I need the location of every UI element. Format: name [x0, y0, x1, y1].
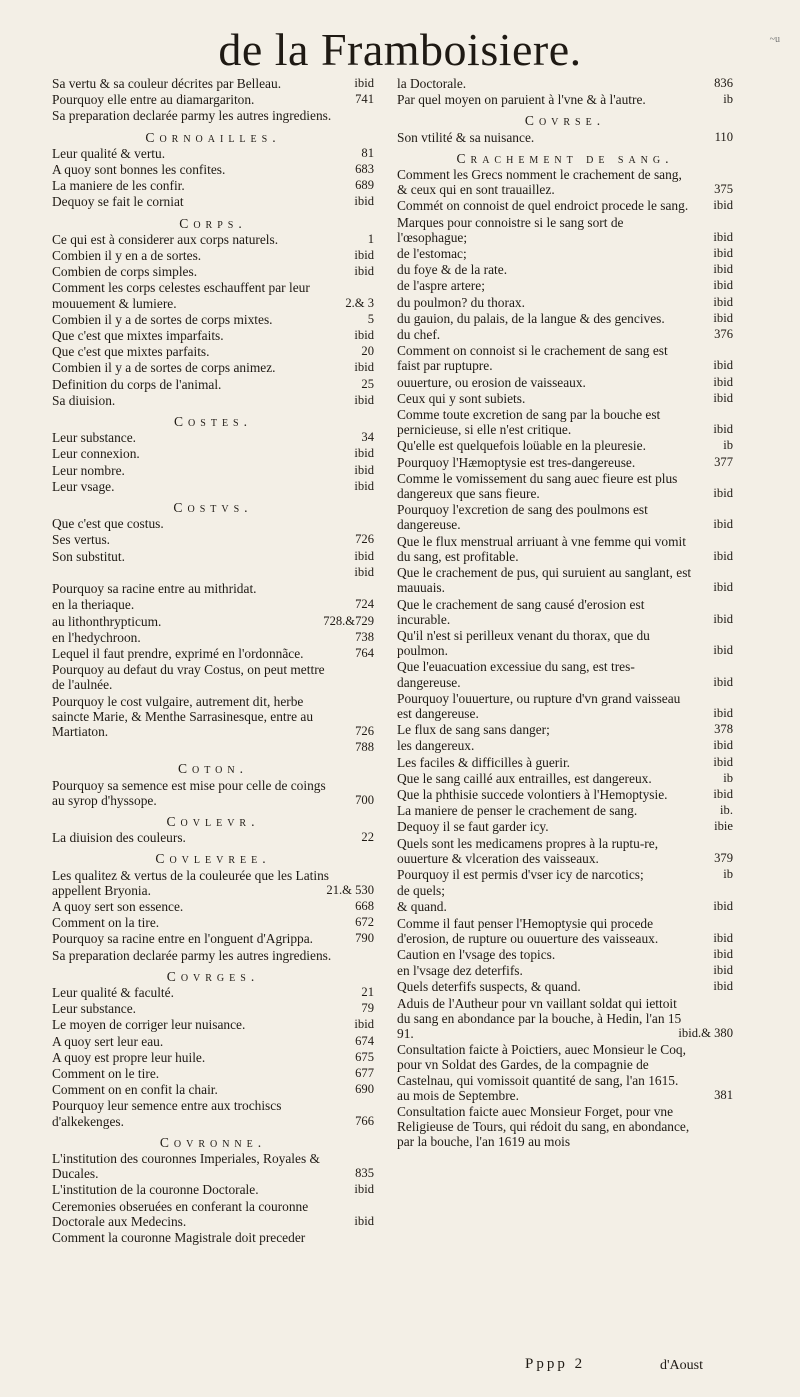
- entry-page-ref: ibid: [713, 899, 733, 914]
- entry-text: & quand.: [397, 899, 447, 915]
- entry-text: Sa diuision.: [52, 392, 116, 408]
- entry-text: Caution en l'vsage des topics.: [397, 946, 556, 962]
- index-entry: [397, 819, 733, 834]
- entry-text: A quoy est propre leur huile.: [52, 1049, 206, 1065]
- index-entry: [52, 740, 374, 755]
- entry-page-ref: 835: [355, 1166, 374, 1181]
- entry-text: Comment les corps celestes eschauffent par leur mouuement & lumiere.: [52, 280, 310, 311]
- entry-page-ref: ibid: [713, 754, 733, 769]
- entry-text: Pourquoy sa racine entre au mithridat.: [52, 581, 257, 597]
- entry-text: [52, 565, 334, 580]
- entry-page-ref: ibie: [714, 819, 733, 834]
- entry-page-ref: 836: [714, 76, 733, 90]
- index-entry: [52, 778, 374, 808]
- entry-text: du chef.: [397, 327, 441, 343]
- entry-text: Comme toute excretion de sang par la bouche est pernicieuse, si elle n'est critique.: [397, 407, 661, 438]
- entry-page-ref: 668: [355, 898, 374, 913]
- entry-text: de quels;: [397, 883, 445, 899]
- entry-text: Consultation faicte auec Monsieur Forget, pour vne Religieuse de Tours, qui rédoit du sang, en abondance, par la bouche, l'an 1619 au mois: [397, 1104, 690, 1150]
- entry-text: Que c'est que mixtes parfaits.: [52, 344, 210, 360]
- entry-page-ref: ibid: [354, 462, 374, 477]
- index-entry: [52, 915, 374, 930]
- entry-page-ref: ibid: [354, 1017, 374, 1032]
- entry-text: Comment la couronne Magistrale doit preceder: [52, 1230, 306, 1246]
- entry-page-ref: 674: [355, 1033, 374, 1048]
- index-entry: [52, 1151, 374, 1181]
- index-heading: Costes.: [173, 414, 253, 430]
- entry-page-ref: ib: [723, 866, 733, 881]
- entry-page-ref: ibid: [354, 1182, 374, 1197]
- entry-text: du gauion, du palais, de la langue & des gencives.: [397, 310, 665, 326]
- index-entry: [397, 867, 733, 882]
- index-entry: [397, 130, 733, 145]
- index-entry: [52, 1034, 374, 1049]
- index-entry: [397, 278, 733, 293]
- entry-text: Ce qui est à considerer aux corps naturels.: [52, 231, 279, 247]
- index-entry: [397, 963, 733, 978]
- entry-text: [52, 740, 334, 755]
- signature-mark: Pppp 2: [525, 1356, 586, 1372]
- entry-page-ref: 20: [361, 344, 374, 359]
- index-entry: [52, 1066, 374, 1081]
- entry-page-ref: 110: [714, 129, 733, 144]
- catchword: d'Aoust: [660, 1358, 703, 1373]
- entry-page-ref: ibid: [354, 446, 374, 461]
- entry-page-ref: 377: [714, 454, 733, 469]
- entry-text: Ceremonies obseruées en conferant la couronne Doctorale aux Medecins.: [52, 1198, 309, 1229]
- index-entry: [397, 502, 733, 532]
- index-entry: [52, 1001, 374, 1016]
- index-entry: [397, 659, 733, 689]
- entry-page-ref: ibid: [354, 478, 374, 493]
- entry-page-ref: ibid: [354, 194, 374, 209]
- entry-page-ref: ibid: [713, 674, 733, 689]
- entry-page-ref: 21: [361, 984, 374, 999]
- index-entry: [52, 146, 374, 161]
- entry-text: Commét on connoist de quel endroict procede le sang.: [397, 198, 689, 214]
- entry-page-ref: ibid: [354, 1213, 374, 1228]
- entry-text: Qu'elle est quelquefois loüable en la pleuresie.: [397, 438, 646, 454]
- index-entry: [397, 916, 733, 946]
- index-entry: [52, 328, 374, 343]
- entry-text: A quoy sont bonnes les confites.: [52, 162, 226, 178]
- index-entry: [52, 463, 374, 478]
- entry-text: Que le crachement de sang causé d'erosion est incurable.: [397, 596, 645, 627]
- index-entry: [397, 327, 733, 342]
- entry-text: Dequoy se fait le corniat: [52, 194, 184, 210]
- entry-text: Combien il y a de sortes de corps mixtes.: [52, 311, 273, 327]
- entry-text: Leur qualité & vertu.: [52, 145, 166, 161]
- index-entry: [397, 167, 733, 197]
- entry-text: Marques pour connoistre si le sang sort de l'œsophague;: [397, 214, 624, 245]
- index-entry: [397, 628, 733, 658]
- entry-page-ref: 766: [355, 1113, 374, 1128]
- entry-page-ref: ibid: [354, 248, 374, 263]
- entry-text: Lequel il faut prendre, exprimé en l'ordonnãce.: [52, 645, 304, 661]
- index-entry: [397, 375, 733, 390]
- entry-page-ref: ibid: [713, 738, 733, 753]
- index-entry: [397, 803, 733, 818]
- entry-page-ref: ibid: [713, 198, 733, 213]
- index-entry: [52, 532, 374, 547]
- entry-page-ref: ibid: [713, 930, 733, 945]
- entry-text: Que le flux menstrual arriuant à vne femme qui vomit du sang, est profitable.: [397, 533, 686, 564]
- entry-text: Quels deterfifs suspects, & quand.: [397, 979, 581, 995]
- entry-text: Le flux de sang sans danger;: [397, 722, 550, 738]
- index-entry: [397, 215, 733, 245]
- entry-page-ref: 1: [367, 231, 374, 246]
- entry-page-ref: 764: [355, 645, 374, 660]
- entry-text: Que l'euacuation excessiue du sang, est tres-dangereuse.: [397, 659, 635, 690]
- index-entry: [52, 630, 374, 645]
- entry-text: Que c'est que mixtes imparfaits.: [52, 328, 224, 344]
- entry-text: A quoy sert leur eau.: [52, 1033, 164, 1049]
- entry-page-ref: ibid: [354, 548, 374, 563]
- entry-page-ref: 375: [714, 182, 733, 197]
- entry-text: Leur qualité & faculté.: [52, 984, 174, 1000]
- entry-text: Son vtilité & sa nuisance.: [397, 129, 535, 145]
- index-entry: [397, 883, 733, 898]
- entry-page-ref: 379: [714, 850, 733, 865]
- entry-text: Leur vsage.: [52, 478, 115, 494]
- entry-page-ref: ibid: [354, 264, 374, 279]
- entry-page-ref: 700: [355, 792, 374, 807]
- entry-text: Pourquoy l'excretion de sang des poulmons est dangereuse.: [397, 502, 648, 533]
- entry-text: Aduis de l'Autheur pour vn vaillant soldat qui iettoit du sang en abondance par la bouche, à Hedin, l'an 15 91.: [397, 995, 682, 1041]
- entry-page-ref: ib: [723, 92, 733, 107]
- entry-text: Dequoy il se faut garder icy.: [397, 819, 549, 835]
- entry-text: Pourquoy l'Hæmoptysie est tres-dangereuse.: [397, 454, 636, 470]
- index-entry: [52, 280, 374, 310]
- entry-page-ref: 724: [355, 597, 374, 612]
- index-entry: [52, 1098, 374, 1128]
- entry-page-ref: ibid: [354, 76, 374, 90]
- entry-page-ref: 726: [355, 532, 374, 547]
- index-entry: [52, 1082, 374, 1097]
- entry-page-ref: 376: [714, 327, 733, 342]
- index-entry: [397, 198, 733, 213]
- entry-text: La diuision des couleurs.: [52, 830, 186, 846]
- entry-page-ref: ibid: [713, 548, 733, 563]
- index-entry: [52, 830, 374, 845]
- entry-text: Comment on en confit la chair.: [52, 1082, 218, 1098]
- index-entry: [52, 646, 374, 661]
- entry-page-ref: ibid: [713, 946, 733, 961]
- entry-page-ref: ibid: [713, 517, 733, 532]
- index-entry: [52, 479, 374, 494]
- entry-text: en la theriaque.: [52, 597, 135, 613]
- entry-text: L'institution de la couronne Doctorale.: [52, 1182, 259, 1198]
- entry-text: Les faciles & difficilles à guerir.: [397, 754, 571, 770]
- index-entry: [397, 438, 733, 453]
- index-entry: [52, 1182, 374, 1197]
- entry-page-ref: ibid: [713, 486, 733, 501]
- index-entry: [397, 1104, 733, 1150]
- entry-page-ref: ibid: [713, 390, 733, 405]
- entry-page-ref: 738: [355, 629, 374, 644]
- entry-page-ref: ibid: [713, 262, 733, 277]
- entry-text: Pourquoy le cost vulgaire, autrement dit, herbe saincte Marie, & Menthe Sarrasinesque, entre au Martiaton.: [52, 693, 314, 739]
- entry-text: Combien il y a de sortes de corps animez.: [52, 360, 276, 376]
- entry-page-ref: ibid: [713, 358, 733, 373]
- index-heading: Corps.: [179, 215, 247, 231]
- entry-page-ref: 25: [361, 376, 374, 391]
- entry-text: Ses vertus.: [52, 532, 111, 548]
- left-index-column: [52, 76, 374, 1246]
- entry-text: Comme le vomissement du sang auec fieure est plus dangereux que sans fieure.: [397, 470, 678, 502]
- entry-page-ref: ibid: [713, 278, 733, 293]
- entry-page-ref: ibid: [713, 705, 733, 720]
- entry-text: Consultation faicte à Poictiers, auec Monsieur le Coq, pour vn Soldat des Gardes, de la compagnie de Castelnau, qui vomissoit quantité de sang, l'an 1615. au mois de Septembre.: [397, 1042, 686, 1103]
- index-heading: Covrse.: [524, 113, 606, 129]
- entry-page-ref: 790: [355, 931, 374, 946]
- index-entry: [52, 264, 374, 279]
- entry-page-ref: 683: [355, 162, 374, 177]
- entry-text: du poulmon? du thorax.: [397, 294, 525, 310]
- entry-text: A quoy sert son essence.: [52, 898, 184, 914]
- entry-page-ref: ibid: [713, 229, 733, 244]
- index-entry: [397, 771, 733, 786]
- index-entry: [52, 565, 374, 580]
- entry-text: Pourquoy sa semence est mise pour celle de coings au syrop d'hyssope.: [52, 777, 326, 808]
- entry-page-ref: 675: [355, 1049, 374, 1064]
- entry-page-ref: ib: [723, 770, 733, 785]
- index-entry: [52, 92, 374, 107]
- entry-text: Pourquoy sa racine entre en l'onguent d'Agrippa.: [52, 931, 314, 947]
- entry-page-ref: 34: [361, 430, 374, 445]
- index-entry: [397, 311, 733, 326]
- index-entry: [52, 516, 374, 531]
- index-entry: [397, 471, 733, 501]
- entry-text: Pourquoy elle entre au diamargariton.: [52, 92, 255, 108]
- index-entry: [397, 691, 733, 721]
- index-entry: [397, 755, 733, 770]
- index-entry: [397, 295, 733, 310]
- index-entry: [52, 1050, 374, 1065]
- entry-page-ref: 22: [361, 830, 374, 845]
- entry-page-ref: ibid: [713, 786, 733, 801]
- entry-page-ref: 689: [355, 178, 374, 193]
- entry-text: Comment on la tire.: [52, 915, 160, 931]
- entry-text: Comme il faut penser l'Hemoptysie qui procede d'erosion, de rupture ou ouuerture des vaisseaux.: [397, 915, 659, 946]
- entry-text: Leur substance.: [52, 1001, 137, 1017]
- index-entry: [397, 738, 733, 753]
- entry-text: Que le sang caillé aux entrailles, est dangereux.: [397, 770, 652, 786]
- index-entry: [52, 948, 374, 963]
- index-entry: [397, 947, 733, 962]
- index-entry: [52, 662, 374, 692]
- index-entry: [52, 581, 374, 596]
- entry-text: L'institution des couronnes Imperiales, Royales & Ducales.: [52, 1151, 320, 1182]
- index-entry: [397, 565, 733, 595]
- index-entry: [52, 1017, 374, 1032]
- entry-text: Definition du corps de l'animal.: [52, 376, 222, 392]
- index-entry: [397, 722, 733, 737]
- entry-text: Sa preparation declarée parmy les autres ingrediens.: [52, 947, 332, 963]
- entry-page-ref: 5: [367, 311, 374, 326]
- entry-page-ref: ibid: [354, 360, 374, 375]
- entry-text: de l'estomac;: [397, 246, 467, 262]
- index-entry: [52, 985, 374, 1000]
- index-entry: [397, 1042, 733, 1103]
- index-entry: [52, 899, 374, 914]
- entry-text: Son substitut.: [52, 548, 125, 564]
- index-entry: [52, 178, 374, 193]
- index-entry: [52, 1230, 374, 1245]
- entry-page-ref: 741: [355, 92, 374, 107]
- entry-text: du foye & de la rate.: [397, 262, 508, 278]
- index-heading: Costvs.: [173, 500, 253, 516]
- entry-text: Que le crachement de pus, qui suruient au sanglant, est mauuais.: [397, 565, 692, 596]
- index-entry: [397, 996, 733, 1042]
- entry-page-ref: 81: [361, 145, 374, 160]
- index-entry: [397, 391, 733, 406]
- entry-page-ref: ibid: [713, 422, 733, 437]
- entry-text: Combien de corps simples.: [52, 264, 198, 280]
- entry-page-ref: 677: [355, 1065, 374, 1080]
- entry-text: Leur connexion.: [52, 446, 140, 462]
- index-heading: Crachement de sang.: [456, 150, 674, 166]
- entry-page-ref: 728.&729: [323, 613, 374, 628]
- entry-text: en l'hedychroon.: [52, 629, 141, 645]
- index-entry: [52, 446, 374, 461]
- entry-page-ref: ibid: [713, 611, 733, 626]
- index-entry: [52, 108, 374, 123]
- index-entry: [397, 899, 733, 914]
- entry-page-ref: ib.: [720, 803, 733, 818]
- running-head: de la Framboisiere.: [218, 24, 582, 75]
- index-entry: [52, 393, 374, 408]
- entry-page-ref: ibid: [713, 580, 733, 595]
- entry-page-ref: 726: [355, 723, 374, 738]
- entry-text: Pourquoy il est permis d'vser icy de narcotics;: [397, 866, 644, 882]
- entry-text: Comment on le tire.: [52, 1065, 160, 1081]
- index-entry: [52, 430, 374, 445]
- entry-text: La maniere de penser le crachement de sang.: [397, 803, 638, 819]
- index-entry: [397, 787, 733, 802]
- entry-text: Ceux qui y sont subiets.: [397, 390, 526, 406]
- entry-page-ref: 2.& 3: [345, 295, 374, 310]
- entry-page-ref: ibid: [713, 294, 733, 309]
- entry-text: Sa vertu & sa couleur décrites par Belleau.: [52, 76, 282, 91]
- index-entry: [52, 694, 374, 740]
- entry-page-ref: ibid: [354, 564, 374, 579]
- index-entry: [52, 549, 374, 564]
- entry-text: Par quel moyen on paruient à l'vne & à l'autre.: [397, 92, 646, 108]
- entry-page-ref: 788: [355, 740, 374, 755]
- index-entry: [52, 614, 374, 629]
- entry-text: Leur nombre.: [52, 462, 125, 478]
- index-entry: [397, 979, 733, 994]
- index-entry: [397, 597, 733, 627]
- entry-text: Pourquoy l'ouuerture, ou rupture d'vn grand vaisseau est dangereuse.: [397, 690, 681, 721]
- index-entry: [397, 343, 733, 373]
- index-entry: [397, 246, 733, 261]
- index-heading: Covlevree.: [155, 851, 271, 867]
- index-entry: [52, 1199, 374, 1229]
- entry-page-ref: ibid: [713, 963, 733, 978]
- entry-text: Sa preparation declarée parmy les autres ingrediens.: [52, 108, 332, 124]
- entry-page-ref: 21.& 530: [326, 882, 374, 897]
- index-entry: [397, 262, 733, 277]
- entry-page-ref: ibid: [713, 643, 733, 658]
- entry-page-ref: 79: [361, 1001, 374, 1016]
- index-entry: [397, 534, 733, 564]
- entry-text: Qu'il n'est si perilleux venant du thorax, que du poulmon.: [397, 627, 650, 659]
- entry-text: Pourquoy leur semence entre aux trochiscs d'alkekenges.: [52, 1098, 282, 1129]
- index-entry: [52, 931, 374, 946]
- entry-page-ref: 690: [355, 1082, 374, 1097]
- entry-text: Comment les Grecs nomment le crachement de sang, & ceux qui en sont trauaillez.: [397, 167, 682, 198]
- entry-page-ref: 381: [714, 1087, 733, 1102]
- index-entry: [397, 455, 733, 470]
- entry-page-ref: ibid: [713, 979, 733, 994]
- entry-page-ref: ibid.& 380: [678, 1025, 733, 1040]
- entry-text: les dangereux.: [397, 738, 475, 754]
- entry-text: Que c'est que costus.: [52, 516, 164, 532]
- corner-mark: ~u: [769, 34, 780, 45]
- entry-text: Quels sont les medicamens propres à la ruptu-re, ouuerture & vlceration des vaisseaux.: [397, 835, 659, 866]
- entry-text: Comment on connoist si le crachement de sang est faist par ruptupre.: [397, 343, 668, 374]
- index-heading: Covlevr.: [166, 813, 260, 829]
- index-entry: [52, 194, 374, 209]
- entry-text: ouuerture, ou erosion de vaisseaux.: [397, 374, 586, 390]
- entry-page-ref: ibid: [354, 328, 374, 343]
- entry-text: la Doctorale.: [397, 76, 467, 91]
- index-heading: Covronne.: [159, 1134, 267, 1150]
- entry-text: en l'vsage dez deterfifs.: [397, 963, 523, 979]
- entry-text: Les qualitez & vertus de la couleurée que les Latins appellent Bryonia.: [52, 867, 330, 898]
- entry-page-ref: ib: [723, 438, 733, 453]
- entry-page-ref: ibid: [354, 392, 374, 407]
- index-entry: [397, 407, 733, 437]
- entry-page-ref: ibid: [713, 246, 733, 261]
- index-entry: [52, 344, 374, 359]
- index-entry: [52, 597, 374, 612]
- index-entry: [52, 868, 374, 898]
- index-entry: [397, 92, 733, 107]
- index-entry: [52, 76, 374, 91]
- entry-text: Combien il y en a de sortes.: [52, 248, 202, 264]
- entry-text: La maniere de les confir.: [52, 178, 185, 194]
- entry-text: Le moyen de corriger leur nuisance.: [52, 1017, 246, 1033]
- index-heading: Coton.: [177, 761, 249, 777]
- entry-text: au lithonthrypticum.: [52, 613, 162, 629]
- right-index-column: [397, 76, 733, 1151]
- entry-text: de l'aspre artere;: [397, 278, 485, 294]
- entry-text: Pourquoy au defaut du vray Costus, on peut mettre de l'aulnée.: [52, 662, 325, 693]
- index-heading: Cornoailles.: [145, 129, 281, 145]
- index-entry: [52, 232, 374, 247]
- entry-text: Que la phthisie succede volontiers à l'Hemoptysie.: [397, 786, 668, 802]
- index-entry: [52, 162, 374, 177]
- index-entry: [397, 836, 733, 866]
- index-entry: [52, 377, 374, 392]
- index-entry: [397, 76, 733, 91]
- entry-page-ref: ibid: [713, 310, 733, 325]
- index-entry: [52, 360, 374, 375]
- entry-page-ref: 378: [714, 722, 733, 737]
- entry-text: Leur substance.: [52, 430, 137, 446]
- entry-page-ref: ibid: [713, 374, 733, 389]
- index-entry: [52, 312, 374, 327]
- entry-page-ref: 672: [355, 915, 374, 930]
- index-heading: Covrges.: [166, 968, 260, 984]
- index-entry: [52, 248, 374, 263]
